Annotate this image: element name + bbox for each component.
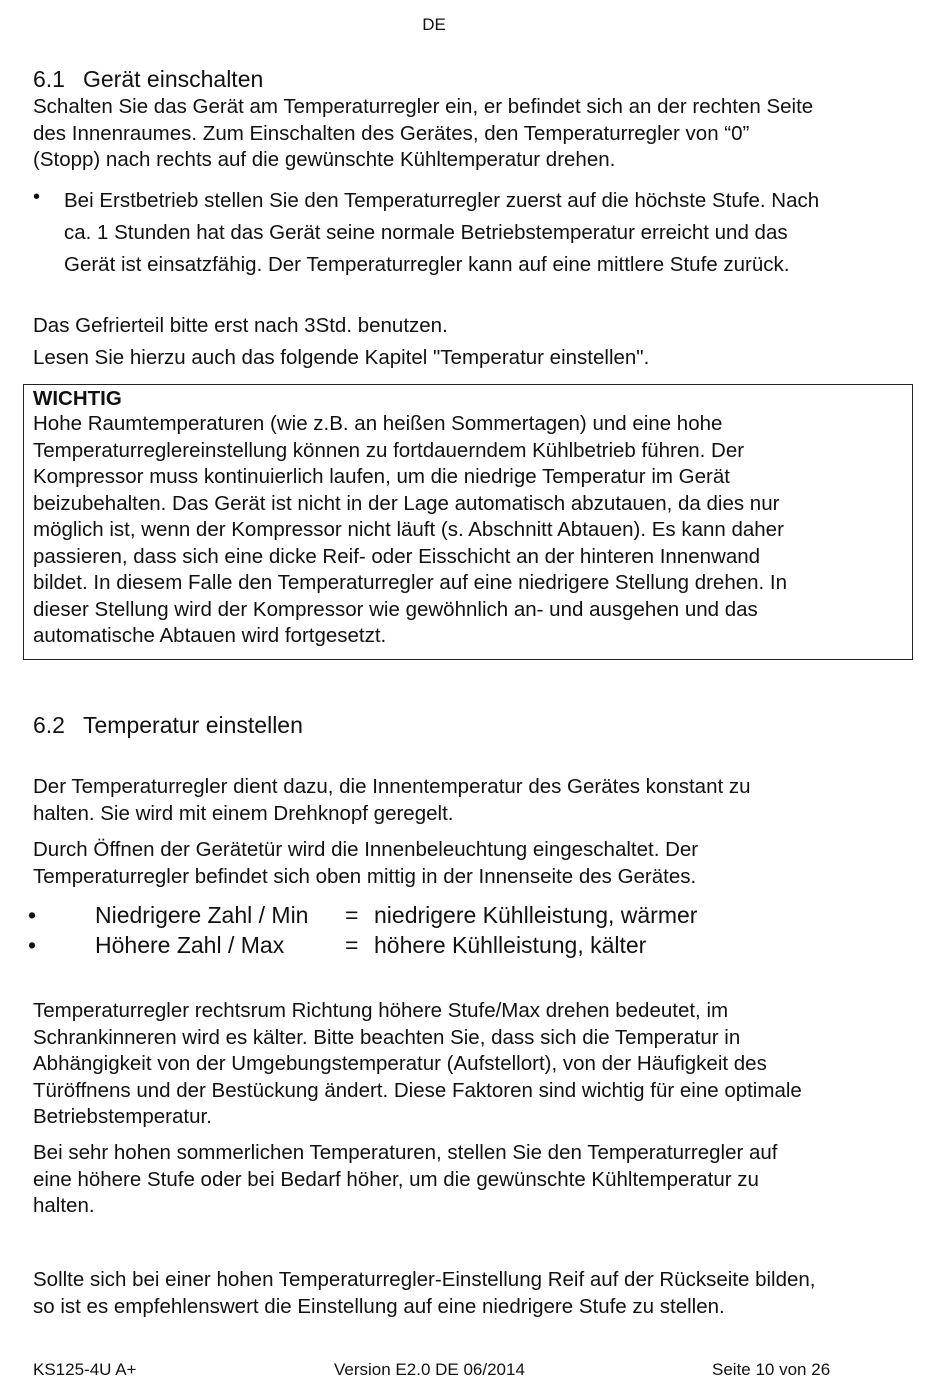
bullet-icon: • <box>28 932 37 958</box>
section-number: 6.2 <box>33 712 65 738</box>
intro-paragraph <box>33 94 923 174</box>
lighting-paragraph <box>33 837 923 890</box>
text-line: eine höhere Stufe oder bei Bedarf höher, um die gewünschte Kühltemperatur zu <box>33 1167 759 1191</box>
text-line: Temperaturreglereinstellung können zu fortdauerndem Kühlbetrieb führen. Der <box>33 438 745 462</box>
bullet-icon: • <box>28 902 37 928</box>
text-line: Gerät ist einsatzfähig. Der Temperaturregler kann auf eine mittlere Stufe zurück. <box>64 253 790 276</box>
text-line: Betriebstemperatur. <box>33 1105 212 1128</box>
text-line: Schalten Sie das Gerät am Temperaturregler ein, er befindet sich an der rechten Seite <box>33 95 814 118</box>
section-heading-6-2 <box>33 712 303 739</box>
direction-paragraph <box>33 998 923 1131</box>
text-line: Durch Öffnen der Gerätetür wird die Innenbeleuchtung eingeschaltet. Der <box>33 838 699 861</box>
language-marker: DE <box>422 15 446 34</box>
text-line: Der Temperaturregler dient dazu, die Innentemperatur des Gerätes konstant zu <box>33 775 751 798</box>
setting-row-max <box>0 932 950 962</box>
setting-row-min <box>0 902 950 932</box>
setting-meaning: höhere Kühlleistung, kälter <box>374 932 647 958</box>
text-line: Bei sehr hohen sommerlichen Temperaturen, stellen Sie den Temperaturregler auf <box>33 1141 778 1164</box>
text-line: ca. 1 Stunden hat das Gerät seine normale Betriebstemperatur erreicht und das <box>64 221 788 244</box>
bullet-icon: • <box>33 186 41 208</box>
text-line: (Stopp) nach rechts auf die gewünschte Kühltemperatur drehen. <box>33 148 616 171</box>
see-also-note: Lesen Sie hierzu auch das folgende Kapitel "Temperatur einstellen". <box>33 346 650 369</box>
text-line: möglich ist, wenn der Kompressor nicht läuft (s. Abschnitt Abtauen). Es kann daher <box>33 518 784 541</box>
section-title: Gerät einschalten <box>83 66 264 92</box>
section-title: Temperatur einstellen <box>83 712 303 738</box>
freezer-note: Das Gefrierteil bitte erst nach 3Std. benutzen. <box>33 314 448 337</box>
text-line: halten. Sie wird mit einem Drehknopf geregelt. <box>33 801 454 825</box>
text-line: beizubehalten. Das Gerät ist nicht in der Lage automatisch abzutauen, da dies nur <box>33 491 780 515</box>
startup-bullet <box>64 185 924 281</box>
text-line: Sollte sich bei einer hohen Temperaturregler-Einstellung Reif auf der Rückseite bilden, <box>33 1268 816 1291</box>
footer-version: Version E2.0 DE 06/2014 <box>334 1360 525 1379</box>
setting-meaning: niedrigere Kühlleistung, wärmer <box>374 902 698 928</box>
text-line: Temperaturregler rechtsrum Richtung höhere Stufe/Max drehen bedeutet, im <box>33 999 729 1022</box>
section-number: 6.1 <box>33 66 65 92</box>
text-line: automatische Abtauen wird fortgesetzt. <box>33 624 387 647</box>
text-line: passieren, dass sich eine dicke Reif- oder Eisschicht an der hinteren Innenwand <box>33 544 761 568</box>
footer-page-number: Seite 10 von 26 <box>712 1360 831 1379</box>
text-line: so ist es empfehlenswert die Einstellung auf eine niedrigere Stufe zu stellen. <box>33 1294 725 1318</box>
text-line: Hohe Raumtemperaturen (wie z.B. an heißen Sommertagen) und eine hohe <box>33 412 723 435</box>
section-heading-6-1 <box>33 66 263 93</box>
setting-equals: = <box>345 902 359 928</box>
text-line: dieser Stellung wird der Kompressor wie gewöhnlich an- und ausgehen und das <box>33 597 758 621</box>
setting-label: Höhere Zahl / Max <box>95 932 285 958</box>
important-text <box>33 411 903 650</box>
frost-paragraph <box>33 1267 923 1320</box>
text-line: des Innenraumes. Zum Einschalten des Gerätes, den Temperaturregler von “0” <box>33 121 750 145</box>
summer-paragraph <box>33 1140 923 1220</box>
setting-label: Niedrigere Zahl / Min <box>95 902 309 928</box>
text-line: bildet. In diesem Falle den Temperaturregler auf eine niedrigere Stellung drehen. In <box>33 571 788 594</box>
text-line: Bei Erstbetrieb stellen Sie den Temperaturregler zuerst auf die höchste Stufe. Nach <box>64 189 820 212</box>
text-line: Abhängigkeit von der Umgebungstemperatur (Aufstellort), von der Häufigkeit des <box>33 1052 767 1075</box>
text-line: Türöffnens und der Bestückung ändert. Diese Faktoren sind wichtig für eine optimale <box>33 1078 802 1102</box>
text-line: halten. <box>33 1194 95 1217</box>
text-line: Schrankinneren wird es kälter. Bitte beachten Sie, dass sich die Temperatur in <box>33 1025 741 1049</box>
setting-equals: = <box>345 932 359 958</box>
text-line: Temperaturregler befindet sich oben mittig in der Innenseite des Gerätes. <box>33 864 697 888</box>
text-line: Kompressor muss kontinuierlich laufen, um die niedrige Temperatur im Gerät <box>33 465 730 488</box>
footer-model: KS125-4U A+ <box>33 1360 137 1379</box>
regulator-paragraph <box>33 774 923 827</box>
important-title: WICHTIG <box>33 387 122 410</box>
